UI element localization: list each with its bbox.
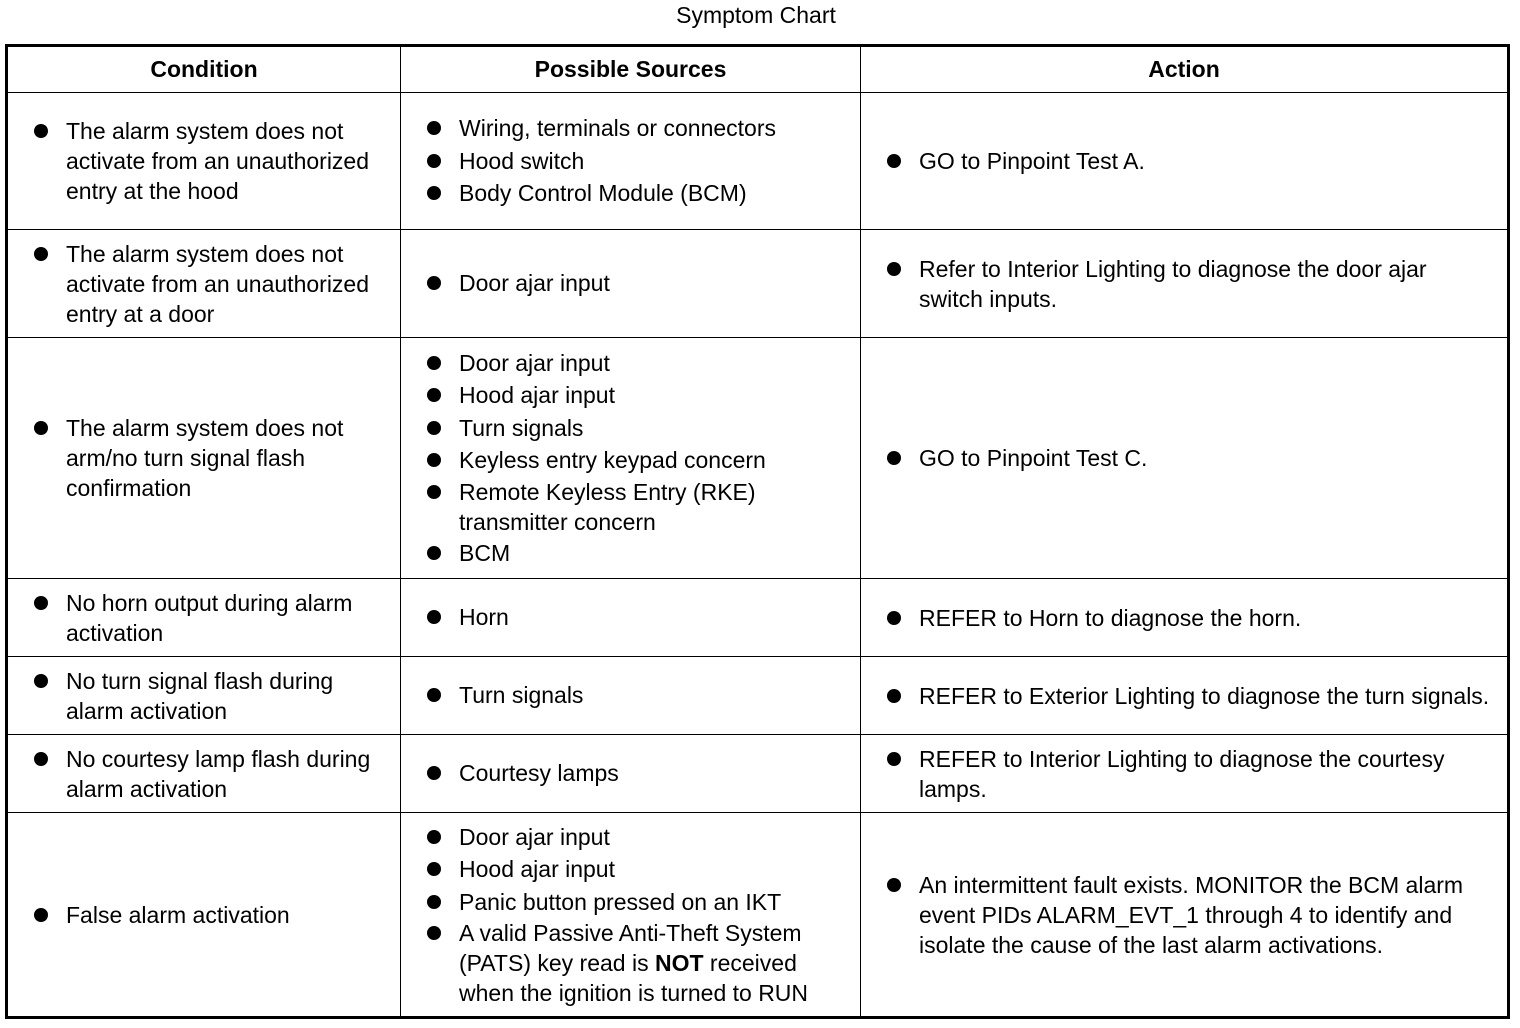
source-item: Turn signals bbox=[401, 679, 860, 712]
source-item: Courtesy lamps bbox=[401, 757, 860, 790]
action-cell bbox=[861, 579, 1509, 657]
source-item: Door ajar input bbox=[401, 821, 860, 854]
table-row bbox=[7, 93, 1509, 230]
action-text: An intermittent fault exists. MONITOR the BCM alarm event PIDs ALARM_EVT_1 through 4 to identify and isolate the cause of the last alarm activations. bbox=[861, 870, 1507, 960]
table-row bbox=[7, 230, 1509, 338]
sources-cell bbox=[401, 579, 861, 657]
header-possible-sources: Possible Sources bbox=[401, 46, 861, 93]
source-item: Hood ajar input bbox=[401, 853, 860, 886]
action-cell bbox=[861, 657, 1509, 735]
action-cell bbox=[861, 230, 1509, 338]
source-item: Remote Keyless Entry (RKE) transmitter concern bbox=[401, 477, 860, 537]
sources-cell bbox=[401, 657, 861, 735]
table-row bbox=[7, 813, 1509, 1018]
action-cell bbox=[861, 93, 1509, 230]
condition-text: The alarm system does not arm/no turn signal flash confirmation bbox=[8, 413, 400, 503]
table-row bbox=[7, 657, 1509, 735]
page-title: Symptom Chart bbox=[676, 2, 836, 28]
condition-text: The alarm system does not activate from an unauthorized entry at a door bbox=[8, 239, 400, 329]
condition-cell bbox=[7, 579, 401, 657]
condition-text: No horn output during alarm activation bbox=[8, 588, 400, 648]
source-text: received when the ignition is turned to RUN bbox=[459, 950, 809, 1007]
action-text: REFER to Horn to diagnose the horn. bbox=[861, 603, 1507, 633]
source-item: Hood switch bbox=[401, 145, 860, 178]
header-condition: Condition bbox=[7, 46, 401, 93]
condition-cell bbox=[7, 813, 401, 1018]
header-action: Action bbox=[861, 46, 1509, 93]
symptom-table bbox=[5, 44, 1510, 1019]
condition-cell bbox=[7, 93, 401, 230]
action-cell bbox=[861, 338, 1509, 579]
source-item: Hood ajar input bbox=[401, 379, 860, 412]
source-item: BCM bbox=[401, 537, 860, 570]
condition-cell bbox=[7, 338, 401, 579]
condition-text: No turn signal flash during alarm activation bbox=[8, 666, 400, 726]
table-row bbox=[7, 579, 1509, 657]
condition-cell bbox=[7, 657, 401, 735]
action-text: GO to Pinpoint Test A. bbox=[861, 146, 1507, 176]
table-row bbox=[7, 735, 1509, 813]
action-text: REFER to Interior Lighting to diagnose the courtesy lamps. bbox=[861, 744, 1507, 804]
condition-cell bbox=[7, 230, 401, 338]
action-cell bbox=[861, 813, 1509, 1018]
condition-text: The alarm system does not activate from an unauthorized entry at the hood bbox=[8, 116, 400, 206]
source-item: Panic button pressed on an IKT bbox=[401, 886, 860, 919]
source-item: Wiring, terminals or connectors bbox=[401, 112, 860, 145]
source-item: Keyless entry keypad concern bbox=[401, 444, 860, 477]
source-item: Horn bbox=[401, 601, 860, 634]
source-item: Body Control Module (BCM) bbox=[401, 177, 860, 210]
sources-cell bbox=[401, 735, 861, 813]
action-cell bbox=[861, 735, 1509, 813]
sources-cell bbox=[401, 93, 861, 230]
sources-cell bbox=[401, 230, 861, 338]
condition-cell bbox=[7, 735, 401, 813]
condition-text: False alarm activation bbox=[8, 900, 400, 930]
sources-cell bbox=[401, 338, 861, 579]
action-text: Refer to Interior Lighting to diagnose the door ajar switch inputs. bbox=[861, 254, 1507, 314]
header-row bbox=[7, 46, 1509, 93]
source-item: Turn signals bbox=[401, 412, 860, 445]
emphasis-not: NOT bbox=[654, 950, 704, 977]
source-item: Door ajar input bbox=[401, 347, 860, 380]
sources-cell bbox=[401, 813, 861, 1018]
condition-text: No courtesy lamp flash during alarm activation bbox=[8, 744, 400, 804]
table-row bbox=[7, 338, 1509, 579]
source-text: A valid Passive Anti-Theft System (PATS) key read is bbox=[459, 920, 802, 977]
action-text: GO to Pinpoint Test C. bbox=[861, 443, 1507, 473]
source-item-pats bbox=[401, 918, 860, 1008]
source-item: Door ajar input bbox=[401, 267, 860, 300]
action-text: REFER to Exterior Lighting to diagnose the turn signals. bbox=[861, 681, 1507, 711]
